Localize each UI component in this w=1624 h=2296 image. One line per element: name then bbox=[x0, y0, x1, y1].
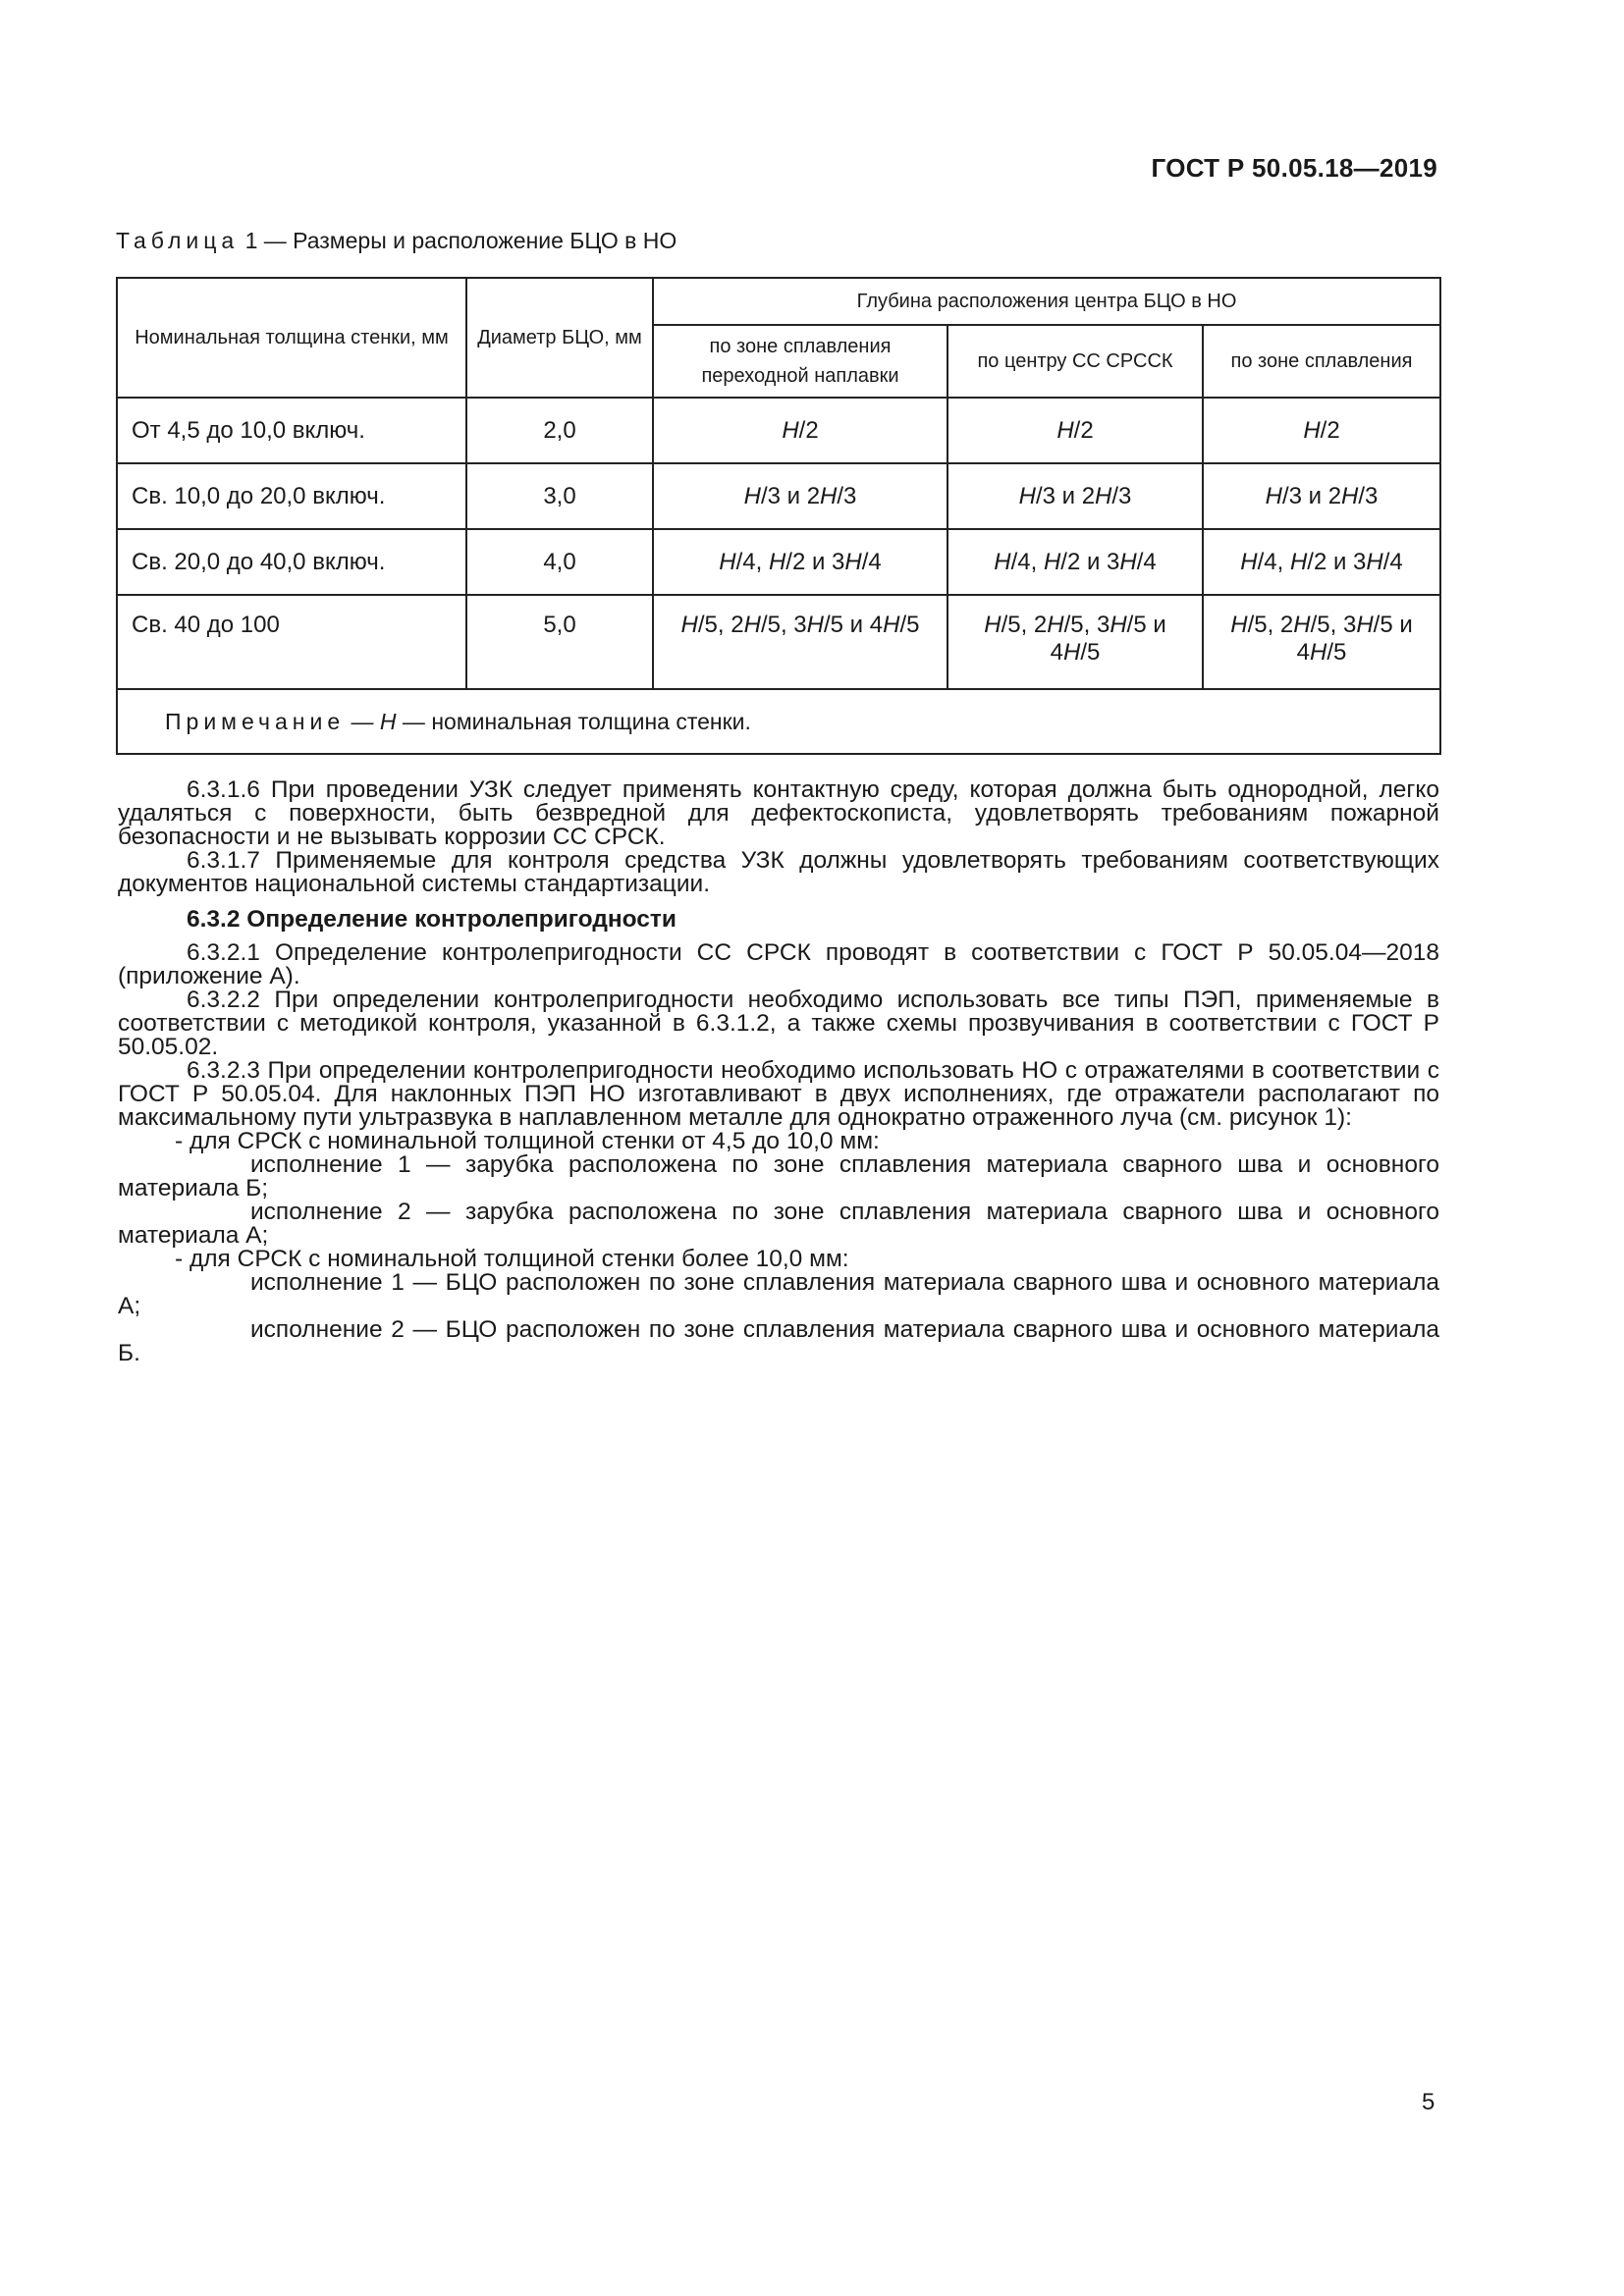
diameter-cell: 4,0 bbox=[466, 529, 653, 595]
depth-cell: H/2 bbox=[653, 398, 947, 463]
depth-cell: H/3 и 2H/3 bbox=[1203, 463, 1440, 529]
section-heading-6-3-2: 6.3.2 Определение контролепригодности bbox=[187, 906, 677, 933]
table-row bbox=[117, 529, 1440, 595]
paragraph-6-3-1-6: 6.3.1.6 При проведении УЗК следует применять контактную среду, которая должна быть однородной, легко удаляться с поверхности, быть безвредной для дефектоскописта, удовлетворять требованиям пожарной безопасности и не вызывать коррозии СС СРСК. bbox=[118, 776, 1439, 850]
variant-2-thin: исполнение 2 — зарубка расположена по зоне сплавления материала сварного шва и основного материала А; bbox=[118, 1199, 1439, 1249]
depth-cell: H/5, 2H/5, 3H/5 и 4H/5 bbox=[653, 595, 947, 689]
thickness-cell: Св. 40 до 100 bbox=[117, 595, 466, 689]
depth-cell: H/4, H/2 и 3H/4 bbox=[947, 529, 1203, 595]
paragraph-6-3-2-1: 6.3.2.1 Определение контролепригодности СС СРСК проводят в соответствии с ГОСТ Р 50.05.04—2018 (приложение А). bbox=[118, 939, 1439, 989]
thickness-cell: От 4,5 до 10,0 включ. bbox=[117, 398, 466, 463]
depth-cell: H/2 bbox=[1203, 398, 1440, 463]
depth-cell: H/5, 2H/5, 3H/5 и 4H/5 bbox=[947, 595, 1203, 689]
paragraph-6-3-2-2: 6.3.2.2 При определении контролепригодности необходимо использовать все типы ПЭП, применяемые в соответствии с методикой контроля, указанной в 6.3.1.2, а также схемы прозвучивания в соответствии с ГОСТ Р 50.05.02. bbox=[118, 987, 1439, 1060]
diameter-cell: 2,0 bbox=[466, 398, 653, 463]
page-number: 5 bbox=[1422, 2089, 1435, 2115]
thickness-cell: Св. 10,0 до 20,0 включ. bbox=[117, 463, 466, 529]
table-row bbox=[117, 463, 1440, 529]
table-caption-label: Таблица bbox=[116, 228, 240, 253]
table-caption bbox=[116, 228, 677, 254]
list-item-thin-wall: - для СРСК с номинальной толщиной стенки от 4,5 до 10,0 мм: bbox=[175, 1128, 880, 1154]
depth-cell: H/4, H/2 и 3H/4 bbox=[653, 529, 947, 595]
depth-cell: H/2 bbox=[947, 398, 1203, 463]
table-caption-text: 1 — Размеры и расположение БЦО в НО bbox=[239, 228, 677, 253]
variant-1-thick: исполнение 1 — БЦО расположен по зоне сплавления материала сварного шва и основного материала А; bbox=[118, 1269, 1439, 1319]
table-note: Примечание — H — номинальная толщина стенки. bbox=[117, 689, 1440, 754]
header-thickness: Номинальная толщина стенки, мм bbox=[117, 278, 466, 398]
table-row bbox=[117, 595, 1440, 689]
paragraph-6-3-1-7: 6.3.1.7 Применяемые для контроля средства УЗК должны удовлетворять требованиям соответствующих документов национальной системы стандартизации. bbox=[118, 847, 1439, 897]
header-depth-group: Глубина расположения центра БЦО в НО bbox=[653, 278, 1440, 325]
diameter-cell: 5,0 bbox=[466, 595, 653, 689]
note-label: Примечание bbox=[165, 708, 346, 734]
variant-2-thick: исполнение 2 — БЦО расположен по зоне сплавления материала сварного шва и основного материала Б. bbox=[118, 1316, 1439, 1366]
diameter-cell: 3,0 bbox=[466, 463, 653, 529]
dimensions-table bbox=[116, 277, 1441, 755]
depth-cell: H/5, 2H/5, 3H/5 и 4H/5 bbox=[1203, 595, 1440, 689]
thickness-cell: Св. 20,0 до 40,0 включ. bbox=[117, 529, 466, 595]
list-item-thick-wall: - для СРСК с номинальной толщиной стенки более 10,0 мм: bbox=[175, 1246, 849, 1272]
document-header: ГОСТ Р 50.05.18—2019 bbox=[1151, 153, 1437, 183]
header-transition-cladding: по зоне сплавления переходной наплавки bbox=[653, 325, 947, 398]
depth-cell: H/3 и 2H/3 bbox=[947, 463, 1203, 529]
header-weld-center: по центру СС СРССК bbox=[947, 325, 1203, 398]
depth-cell: H/4, H/2 и 3H/4 bbox=[1203, 529, 1440, 595]
depth-cell: H/3 и 2H/3 bbox=[653, 463, 947, 529]
body-text bbox=[118, 778, 1439, 1365]
variant-1-thin: исполнение 1 — зарубка расположена по зоне сплавления материала сварного шва и основного материала Б; bbox=[118, 1151, 1439, 1201]
header-diameter: Диаметр БЦО, мм bbox=[466, 278, 653, 398]
paragraph-6-3-2-3: 6.3.2.3 При определении контролепригодности необходимо использовать НО с отражателями в соответствии с ГОСТ Р 50.05.04. Для наклонных ПЭП НО изготавливают в двух исполнениях, где отражатели располагают по максимальному пути ультразвука в наплавленном металле для однократно отраженного луча (см. рисунок 1): bbox=[118, 1057, 1439, 1131]
table-row bbox=[117, 398, 1440, 463]
header-fusion-zone: по зоне сплавления bbox=[1203, 325, 1440, 398]
